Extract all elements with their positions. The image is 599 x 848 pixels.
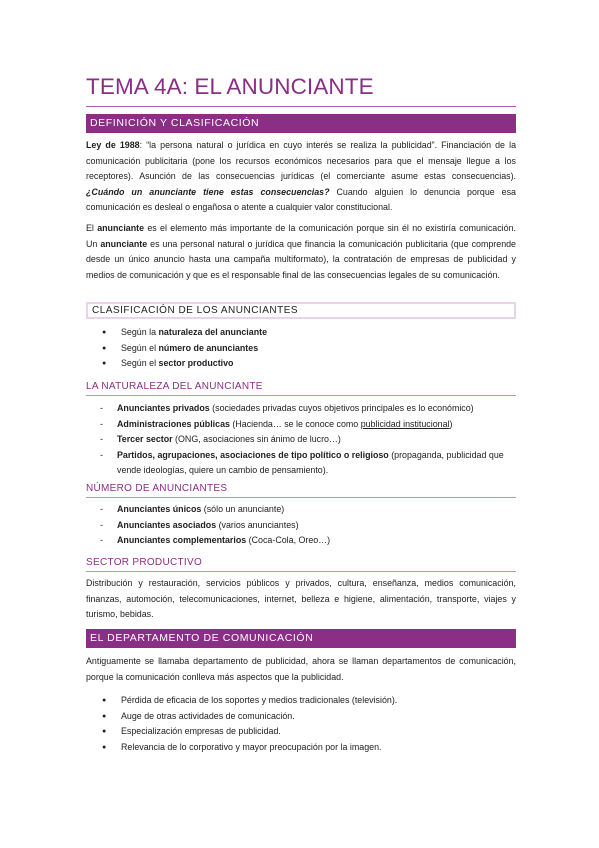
page-title: TEMA 4A: EL ANUNCIANTE [86,74,374,99]
list-item [86,356,516,372]
text-run: (varios anunciantes) [216,519,299,530]
bold-text: anunciante [100,238,148,249]
bold-text: número de anunciantes [158,342,259,353]
list-item [86,502,516,518]
list-item [86,341,516,357]
text-run: es el elemento más importante de la comunicación porque sin él no existiría comunicación. Un [86,223,516,249]
heading-rule [86,497,516,498]
text-run: (ONG, asociaciones sin ánimo de lucro…) [172,434,341,444]
bold-text: Anunciantes complementarios [117,535,247,545]
list-item [86,724,516,740]
subsection-heading-clasificacion: CLASIFICACIÓN DE LOS ANUNCIANTES [86,302,516,319]
text-run: : “la persona natural o jurídica en cuyo interés se realiza la publicidad”. Financiación de la comunicación publicitaria (pone los recursos económicos necesarios para que el mensaje llegue a los receptores). Asunción de las consecuencias jurídicas (el comerciante asume estas consecuencias). [86,140,517,181]
bullet-icon: ● [102,712,107,720]
list-item [86,448,516,479]
list-item [86,693,516,709]
paragraph-anunciante [86,221,516,283]
paragraph-departamento: Antiguamente se llamaba departamento de publicidad, ahora se llaman departamentos de comunicación, porque la comunicación conlleva más aspectos que la publicidad. [86,656,516,682]
bullet-icon: ● [102,697,107,704]
dash-marker: - [100,434,103,444]
dash-marker: - [100,535,103,545]
list-item-text: Relevancia de lo corporativo y mayor preocupación por la imagen. [121,741,382,752]
clasificacion-list [86,325,516,372]
paragraph-sector: Distribución y restauración, servicios públicos y privados, cultura, enseñanza, medios comunicación, finanzas, automoción, telecomunicaciones, internet, belleza e higiene, alimentación, transporte, viajes y turismo, bebidas. [86,578,516,619]
list-item [86,518,516,534]
heading-rule [86,395,516,396]
numero-list [86,502,516,549]
text-run: publicidad institucional [360,418,450,429]
departamento-list [86,693,516,755]
bold-text: anunciante [97,223,145,233]
dash-marker: - [100,504,103,514]
bullet-icon: ● [102,360,107,367]
dash-marker: - [100,403,103,413]
subsection-heading-sector: SECTOR PRODUCTIVO [86,557,203,568]
text-run: (Hacienda… se le conoce como [229,418,361,429]
title-underline [86,106,516,107]
bullet-icon: ● [102,344,107,352]
bold-text: Tercer sector [117,434,173,444]
bold-text: naturaleza del anunciante [158,327,268,337]
bullet-icon: ● [102,329,107,336]
text-run: ) [449,418,453,429]
text-run: (Coca-Cola, Oreo…) [246,535,331,545]
bullet-icon: ● [102,743,107,751]
bold-text: ¿Cuándo un anunciante tiene estas consecuencias? [86,186,330,197]
subsection-heading-naturaleza: LA NATURALEZA DEL ANUNCIANTE [86,381,263,392]
dash-marker: - [100,519,103,530]
paragraph-ley [86,138,516,216]
list-item [86,432,516,448]
list-item-text: Pérdida de eficacia de los soportes y medios tradicionales (televisión). [121,695,398,705]
list-item [86,533,516,549]
bold-text: Ley de 1988 [86,140,140,150]
text-run: (propaganda, publicidad que vende ideologías, quiere un cambio de pensamiento). [117,449,504,475]
bold-text: Anunciantes asociados [117,519,217,530]
bold-text: Anunciantes privados [117,403,210,413]
bold-text: Anunciantes únicos [117,504,202,514]
section-heading-departamento: EL DEPARTAMENTO DE COMUNICACIÓN [86,629,516,648]
subsection-heading-numero: NÚMERO DE ANUNCIANTES [86,483,228,494]
list-item-text: Especialización empresas de publicidad. [121,726,281,736]
section-heading-definicion: DEFINICIÓN Y CLASIFICACIÓN [86,114,516,133]
text-run: Según la [121,327,159,337]
list-item [86,709,516,725]
bullet-icon: ● [102,728,107,735]
bold-text: Partidos, agrupaciones, asociaciones de tipo político o religioso [117,449,389,460]
list-item [86,417,516,433]
text-run: El [86,223,98,233]
bold-text: Administraciones públicas [117,418,230,429]
text-run: Cuando alguien lo denuncia porque esa comunicación es desleal o engañosa o atente a cualquier valor constitucional. [86,186,516,212]
text-run: Según el [121,358,159,368]
bold-text: sector productivo [158,358,234,368]
text-run: es una personal natural o jurídica que financia la comunicación publicitaria (que comprende desde un único anuncio hasta una campaña multiformato), la contratación de empresas de publicidad y medios de comunicación y que es el responsable final de las consecuencias legales de su comunicación. [86,238,516,280]
dash-marker: - [100,449,103,460]
list-item [86,740,516,756]
text-run: (sólo un anunciante) [201,504,285,514]
naturaleza-list [86,401,516,479]
text-run: (sociedades privadas cuyos objetivos principales es lo económico) [209,403,474,413]
heading-rule [86,571,516,572]
text-run: Según el [121,342,159,353]
dash-marker: - [100,418,103,429]
list-item [86,325,516,341]
list-item-text: Auge de otras actividades de comunicación. [121,710,295,721]
list-item [86,401,516,417]
